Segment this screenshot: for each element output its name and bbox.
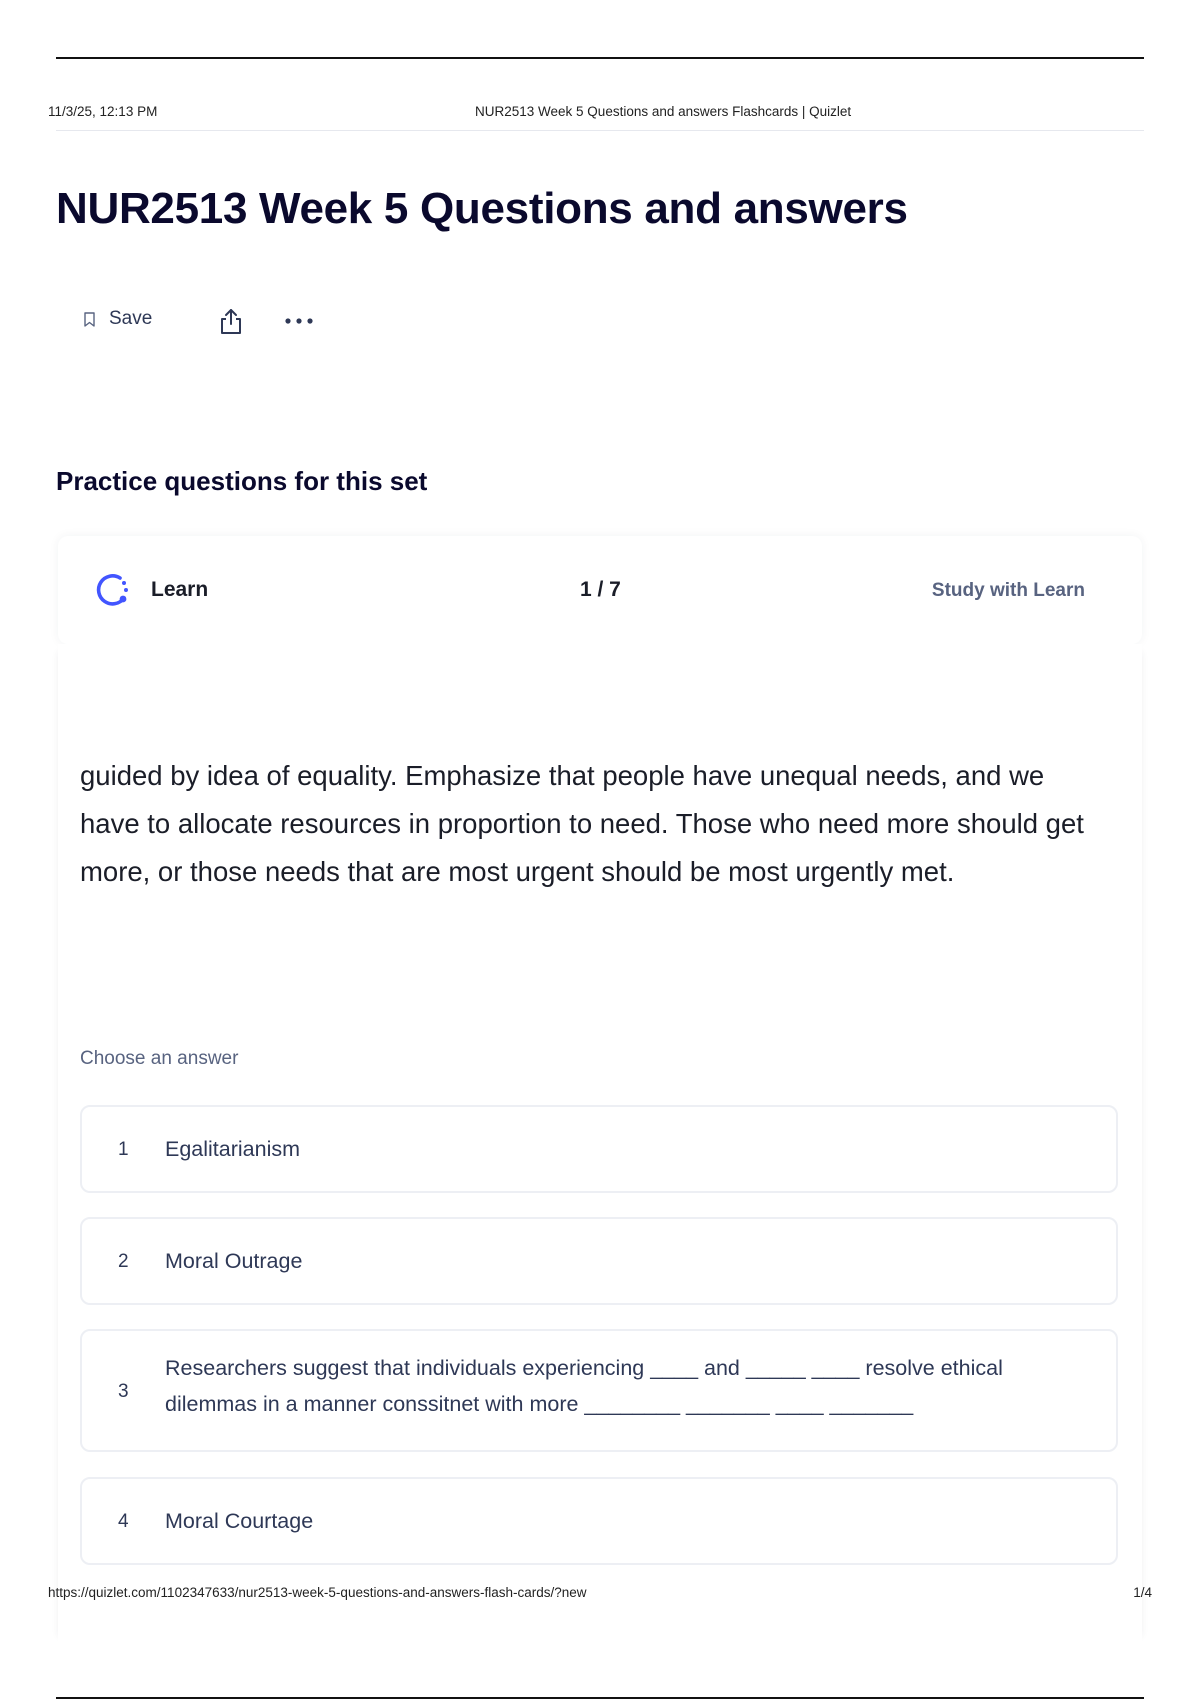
save-label: Save <box>109 308 153 329</box>
share-button[interactable] <box>217 306 245 336</box>
bookmark-icon <box>84 312 95 327</box>
print-url: https://quizlet.com/1102347633/nur2513-week-5-questions-and-answers-flash-cards/?new <box>48 1585 587 1600</box>
option-number: 2 <box>118 1251 129 1272</box>
answer-option-2[interactable] <box>80 1217 1118 1305</box>
option-number: 4 <box>118 1511 129 1532</box>
study-with-learn-link[interactable]: Study with Learn <box>931 580 1085 601</box>
answer-option-4[interactable] <box>80 1477 1118 1565</box>
print-date: 11/3/25, 12:13 PM <box>48 104 158 119</box>
option-text: Researchers suggest that individuals experiencing ____ and _____ ____ resolve ethical dilemmas in a manner conssitnet with more ________ _______ ____ _______ <box>165 1356 1003 1416</box>
top-page-rule <box>56 57 1144 59</box>
option-text: Moral Outrage <box>165 1249 303 1273</box>
print-header <box>48 104 1152 124</box>
option-text: Moral Courtage <box>165 1509 314 1533</box>
page-title: NUR2513 Week 5 Questions and answers <box>56 184 908 233</box>
share-icon <box>218 307 244 335</box>
print-footer <box>48 1585 1152 1605</box>
learn-label: Learn <box>151 578 209 601</box>
bottom-page-rule <box>56 1697 1144 1699</box>
learn-icon <box>92 570 132 610</box>
question-card <box>58 644 1142 1644</box>
header-divider <box>56 130 1144 131</box>
option-number: 3 <box>118 1381 129 1402</box>
answer-option-3[interactable] <box>80 1329 1118 1452</box>
practice-section-title: Practice questions for this set <box>56 466 428 496</box>
answer-option-1[interactable] <box>80 1105 1118 1193</box>
question-definition: guided by idea of equality. Emphasize that people have unequal needs, and we have to allocate resources in proportion to need. Those who need more should get more, or those needs that are most urgent should be most urgently met. <box>80 760 1084 887</box>
learn-progress-bar <box>58 536 1142 644</box>
print-page-number: 1/4 <box>1133 1585 1152 1600</box>
choose-answer-label: Choose an answer <box>80 1048 239 1069</box>
save-button[interactable] <box>84 308 152 330</box>
print-document-title: NUR2513 Week 5 Questions and answers Flashcards | Quizlet <box>475 104 852 119</box>
option-number: 1 <box>118 1139 129 1160</box>
option-text: Egalitarianism <box>165 1137 301 1161</box>
more-options-button[interactable] <box>283 306 315 336</box>
question-progress: 1 / 7 <box>580 578 621 601</box>
more-icon <box>284 317 314 325</box>
